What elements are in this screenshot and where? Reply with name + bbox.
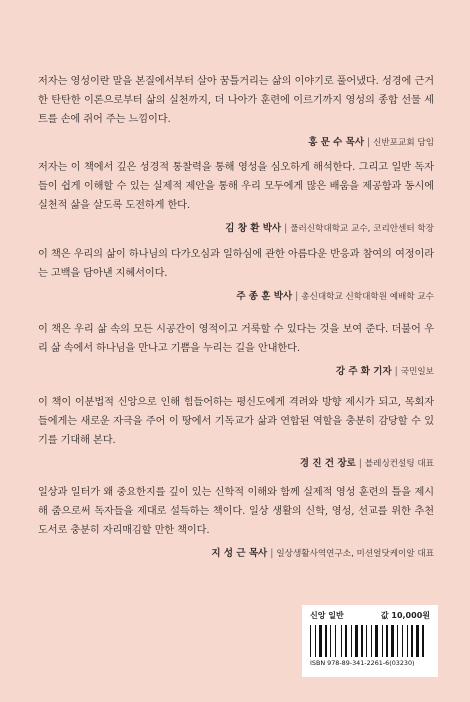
endorsement-text: 저자는 이 책에서 깊은 성경적 통찰력을 통해 영성을 심오하게 해석한다. 그리고 일반 독자들이 쉽게 이해할 수 있는 실제적 제안을 통해 우리 모두에게 많은 배움을 제공함과 동시에 실천적 삶을 살도록 도전하게 한다. (38, 162, 434, 211)
endorsement-5 (38, 393, 434, 469)
endorser-name: 김 창 환 박사 (225, 223, 282, 234)
endorsement-signature (38, 288, 434, 302)
endorsement-text: 이 책은 우리의 삶이 하나님의 다가오심과 일하심에 관한 아름다운 반응과 참여의 여정이라는 고백을 담아낸 지혜서이다. (38, 249, 434, 279)
barcode-bar (332, 625, 334, 657)
barcode-bar (351, 625, 352, 657)
separator: | (394, 366, 398, 377)
endorsement-text: 일상과 일터가 왜 중요한지를 깊이 있는 신학적 이해와 함께 실제적 영성 훈련의 틀을 제시해 줌으로써 독자들을 제대로 설득하는 책이다. 일상 생활의 신학, 영성, 선교를 위한 추천 도서로 충분히 자리매김할 만한 책이다. (38, 487, 434, 536)
barcode-bar (328, 625, 329, 657)
barcode-bar (368, 625, 370, 657)
endorsement-text: 이 책은 우리 삶 속의 모든 시공간이 영적이고 거룩할 수 있다는 것을 보여 준다. 더불어 우리 삶 속에서 하나님을 만나고 기쁨을 누리는 길을 안내한다. (38, 324, 434, 354)
endorser-affiliation: 풀러신학대학교 교수, 코리안센터 학장 (290, 224, 434, 234)
barcode-bar (402, 625, 403, 657)
barcode-bar (371, 625, 372, 657)
barcode-bar (353, 625, 354, 657)
endorser-affiliation: 블레싱컨설팅 대표 (364, 459, 434, 469)
barcode-bar (319, 625, 322, 657)
endorser-affiliation: 일상생활사역연구소, 미션얼닷케이알 대표 (276, 549, 434, 559)
barcode-bar (359, 625, 360, 657)
endorsement-signature (38, 545, 434, 559)
barcode-bar (407, 625, 408, 657)
endorsement-6 (38, 483, 434, 559)
endorser-name: 경 진 건 장로 (299, 458, 356, 469)
barcode-bar (343, 625, 344, 657)
barcode-bar (420, 625, 421, 657)
isbn-text: ISBN 978-89-341-2261-6(03230) (310, 659, 415, 667)
endorser-name: 주 종 훈 박사 (236, 291, 293, 302)
barcode-bar (341, 625, 342, 657)
separator: | (284, 223, 288, 234)
price-label: 값 10,000원 (380, 611, 430, 620)
endorsement-text: 저자는 영성이란 말을 본질에서부터 살아 꿈틀거리는 삶의 이야기로 풀어냈다. 성경에 근거한 탄탄한 이론으로부터 삶의 실천까지, 더 나아가 훈련에 이르기까지 영성의 종합 선물 세트를 손에 쥐어 주는 느낌이다. (38, 76, 434, 125)
barcode-bar (348, 625, 350, 657)
barcode-bar (399, 625, 401, 657)
barcode-bar (330, 625, 331, 657)
barcode (310, 625, 430, 657)
endorsement-text: 이 책이 이분법적 신앙으로 인해 힘들어하는 평신도에게 격려와 방향 제시가 되고, 목회자들에게는 새로운 자극을 주어 이 땅에서 기독교가 삶과 연합된 역할을 충분히 감당할 수 있기를 기대해 본다. (38, 397, 434, 446)
barcode-bar (364, 625, 365, 657)
separator: | (295, 291, 299, 302)
barcode-bar (335, 625, 336, 657)
barcode-bar (361, 625, 363, 657)
endorsement-4 (38, 320, 434, 377)
endorser-affiliation: 신반포교회 담임 (373, 138, 434, 148)
barcode-bar (345, 625, 347, 657)
separator: | (367, 137, 371, 148)
endorser-name: 지 성 근 목사 (211, 548, 268, 559)
price-barcode-box (302, 605, 438, 677)
endorsement-2 (38, 158, 434, 234)
endorsement-signature (38, 220, 434, 234)
endorser-affiliation: 국민일보 (400, 367, 434, 377)
barcode-bar (375, 625, 378, 657)
barcode-bar (409, 625, 410, 657)
barcode-bar (373, 625, 374, 657)
endorser-name: 홍 문 수 목사 (308, 137, 365, 148)
endorser-affiliation: 총신대학교 신학대학원 예배학 교수 (301, 292, 434, 302)
barcode-bar (379, 625, 381, 657)
barcode-bar (395, 625, 396, 657)
barcode-bar (422, 625, 424, 657)
barcode-bar (312, 625, 314, 657)
separator: | (358, 458, 362, 469)
endorsement-signature (38, 134, 434, 148)
barcode-bar (366, 625, 367, 657)
barcode-bar (310, 625, 311, 657)
barcode-bar (389, 625, 390, 657)
price-row (310, 610, 430, 621)
separator: | (270, 548, 274, 559)
genre-label: 신앙 일반 (310, 611, 344, 620)
barcode-bar (425, 625, 426, 657)
endorser-name: 강 주 화 기자 (335, 366, 392, 377)
barcode-bar (391, 625, 394, 657)
barcode-bar (386, 625, 388, 657)
barcode-bar (397, 625, 398, 657)
barcode-bar (323, 625, 324, 657)
barcode-bar (416, 625, 419, 657)
barcode-bar (404, 625, 406, 657)
barcode-bar (315, 625, 316, 657)
barcode-bar (414, 625, 415, 657)
barcode-bar (411, 625, 413, 657)
barcode-bar (382, 625, 383, 657)
endorsement-signature (38, 363, 434, 377)
barcode-bar (325, 625, 327, 657)
barcode-bar (384, 625, 385, 657)
endorsement-1 (38, 72, 434, 148)
barcode-bar (337, 625, 340, 657)
endorsement-signature (38, 455, 434, 469)
barcode-bar (355, 625, 358, 657)
barcode-bar (317, 625, 318, 657)
endorsement-3 (38, 245, 434, 302)
